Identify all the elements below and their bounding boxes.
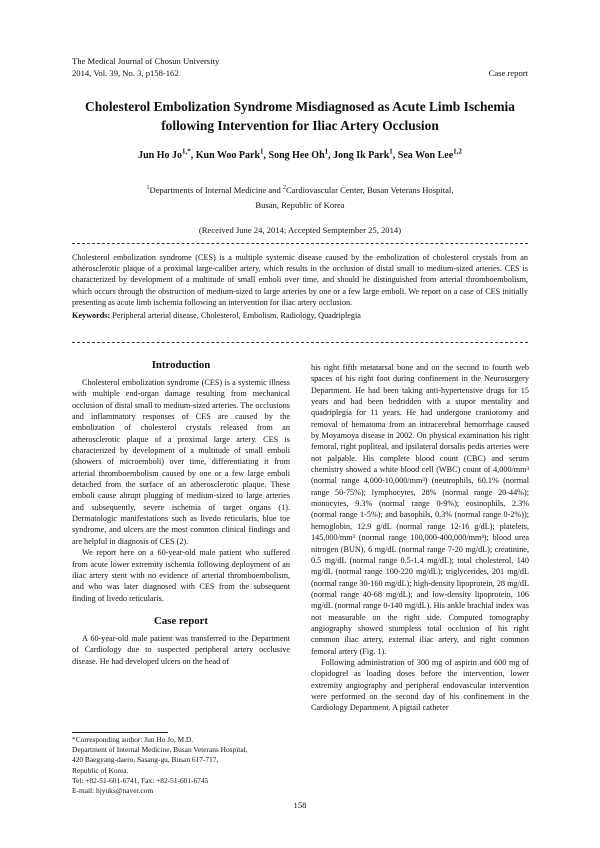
footnote-line: *Corresponding author: Jun Ho Jo, M.D. bbox=[72, 735, 194, 744]
article-title: Cholesterol Embolization Syndrome Misdiagnosed as Acute Limb Ischemia following Intervention for Iliac Artery Occlusion bbox=[85, 99, 515, 133]
received-dates: (Received June 24, 2014; Accepted Semptember 25, 2014) bbox=[198, 225, 402, 235]
page-number: 158 bbox=[293, 800, 307, 810]
case-report-heading: Case report bbox=[153, 614, 209, 627]
keywords-label: Keywords: bbox=[72, 311, 111, 321]
abstract-bottom-divider bbox=[72, 342, 528, 343]
author: Kun Woo Park$^1$, bbox=[195, 147, 269, 161]
author: Song Hee Oh$^1$, bbox=[268, 147, 334, 161]
intro-paragraph-1: Cholesterol embolization syndrome (CES) is a systemic illness with multiple end-organ damage resulting from mechanical occlusion of distal small to medium-sized arteries. The occlusions and inflammatory responses of CES are caused by the embolization of cholesterol crystals released from an atherosclerotic plaque of a proximal large artery. CES is characterized by development of a multitude of small emboli (showers of microemboli) over time, differentiating it from arterial thromboembolism caused by one or a few large emboli detached from the surface of an atherosclerotic plaque. These emboli cause abrupt plugging of medium-sized to large arteries and subsequently, severe ischemia of target organs (1). Dermatologic manifestations such as livedo reticularis, blue toe syndrome, and ulcers are the most common clinical findings and are helpful in diagnosis of CES (2). bbox=[72, 378, 290, 546]
journal-name: The Medical Journal of Chosun University bbox=[72, 56, 220, 66]
abstract bbox=[72, 252, 528, 321]
abstract-top-divider bbox=[72, 243, 528, 244]
abstract-text: Cholesterol embolization syndrome (CES) is a multiple systemic disease caused by the embolization of cholesterol crystals from an atherosclerotic plaque of a proximal large-caliber artery, which results in the occlusion of distal small to medium-sized arteries. CES is characterized by development of a multitude of small emboli over time, and should be distinguished from arterial thromboembolism, which occurs through the obstruction of medium-sized to large arteries by one or a few large emboli. We report on a case of CES initially presenting as acute limb ischemia following an intervention for iliac artery occlusion. bbox=[72, 253, 528, 307]
corresponding-author-footnote bbox=[72, 735, 290, 796]
case-paragraph-2: Following administration of 300 mg of aspirin and 600 mg of clopidogrel as loading doses before the intervention, lower extremity angiography and peripheral endovascular intervention were performed on the second day of his confinement in the Cardiology Department. A pigtail catheter bbox=[311, 657, 529, 713]
left-column bbox=[72, 358, 290, 667]
footnote-line: Republic of Korea. bbox=[72, 765, 129, 775]
footnote-line: 420 Baegyang-daero, Sasang-gu, Busan 617-717, bbox=[72, 755, 219, 765]
case-paragraph-1: A 60-year-old male patient was transferred to the Department of Cardiology due to suspected peripheral artery occlusive disease. He had developed ulcers on the head of bbox=[72, 633, 290, 666]
footnote-line: Department of Internal Medicine, Busan Veterans Hospital, bbox=[72, 745, 248, 755]
case-paragraph-continued: his right fifth metatarsal bone and on the second to fourth web spaces of his right foot during confinement in the Neurosurgery Department. He had been taking anti-hypertensive drugs for 15 years and had been bedridden with a stupor mentality and quadriplegia for 11 years. He had undergone craniotomy and removal of hematoma from an intracerebral hemorrhage caused by Moyamoya disease in 2002. On physical examination his right femoral, right popliteal, and ipsilateral dorsalis pedis arteries were not palpable. His complete blood count (CBC) and serum chemistry showed a white blood cell (WBC) count of 4,000/mm³ (normal range 4,000-10,000/mm³) (neutrophils, 60.1% (normal range 50-75%); lymphocytes, 28% (normal range 20-44%); monocytes, 9.3% (normal range 0-9%); eosinophils, 2.3% (normal range 1-5%); and basophils, 0.3% (normal range 0-2%)); hemoglobin, 12.9 g/dL (normal range 12-16 g/dL); platelets, 145,000/mm³ (normal range 100,000-400,000/mm³); blood urea nitrogen (BUN), 6 mg/dL (normal range 7-20 mg/dL); creatinine, 0.5 mg/dL (normal range 0.5-1.4 mg/dL); total cholesterol, 140 mg/dL (normal range 100-220 mg/dL); triglycerides, 201 mg/dL (normal range 30-160 mg/dL); high-density lipoprotein, 28 mg/dL (normal range 40-68 mg/dL); and low-density lipoprotein, 106 mg/dL (normal range 0-140 mg/dL). His ankle brachial index was not measurable on the right side. Computed tomography angiography showed stumpless total occlusion of his right common iliac artery, external iliac artery, and right common femoral artery (Fig. 1). bbox=[311, 363, 529, 656]
keywords-text: Peripheral arterial disease, Cholesterol, Embolism, Radiology, Quadriplegia bbox=[110, 311, 361, 321]
affiliation-line-2: Busan, Republic of Korea bbox=[255, 199, 345, 210]
footnote-line: E-mail: hjyuks@naver.com bbox=[72, 786, 154, 796]
author: Jong Ik Park$^1$, bbox=[333, 147, 398, 161]
article-type-label: Case report bbox=[488, 67, 528, 78]
footnote-rule bbox=[72, 732, 168, 733]
keywords bbox=[72, 310, 528, 321]
right-column bbox=[311, 362, 529, 714]
intro-paragraph-2: We report here on a 60-year-old male patient who suffered from acute lower extremity ischemia following deployment of an iliac artery stent with no evidence of arterial thromboembolism, and who was later diagnosed with CES from the subsequent finding of livedo reticularis. bbox=[72, 548, 290, 603]
footnote-line: Tel: +82-51-601-6741, Fax: +82-51-601-6745 bbox=[72, 775, 209, 785]
affiliations bbox=[70, 183, 530, 212]
introduction-heading: Introduction bbox=[151, 359, 211, 371]
affiliation-line-1: $^1$Departments of Internal Medicine and $^2$Cardiovascular Center, Busan Veterans Hospital, bbox=[146, 185, 454, 195]
author: Jun Ho $Jo^{1,*}$, bbox=[138, 147, 196, 161]
author-list bbox=[70, 147, 530, 161]
journal-header bbox=[72, 56, 219, 79]
journal-citation: 2014, Vol. 39, No. 3, p158-162 bbox=[72, 67, 179, 78]
author: Sea Won Lee$^{1,2}$ bbox=[397, 147, 462, 161]
